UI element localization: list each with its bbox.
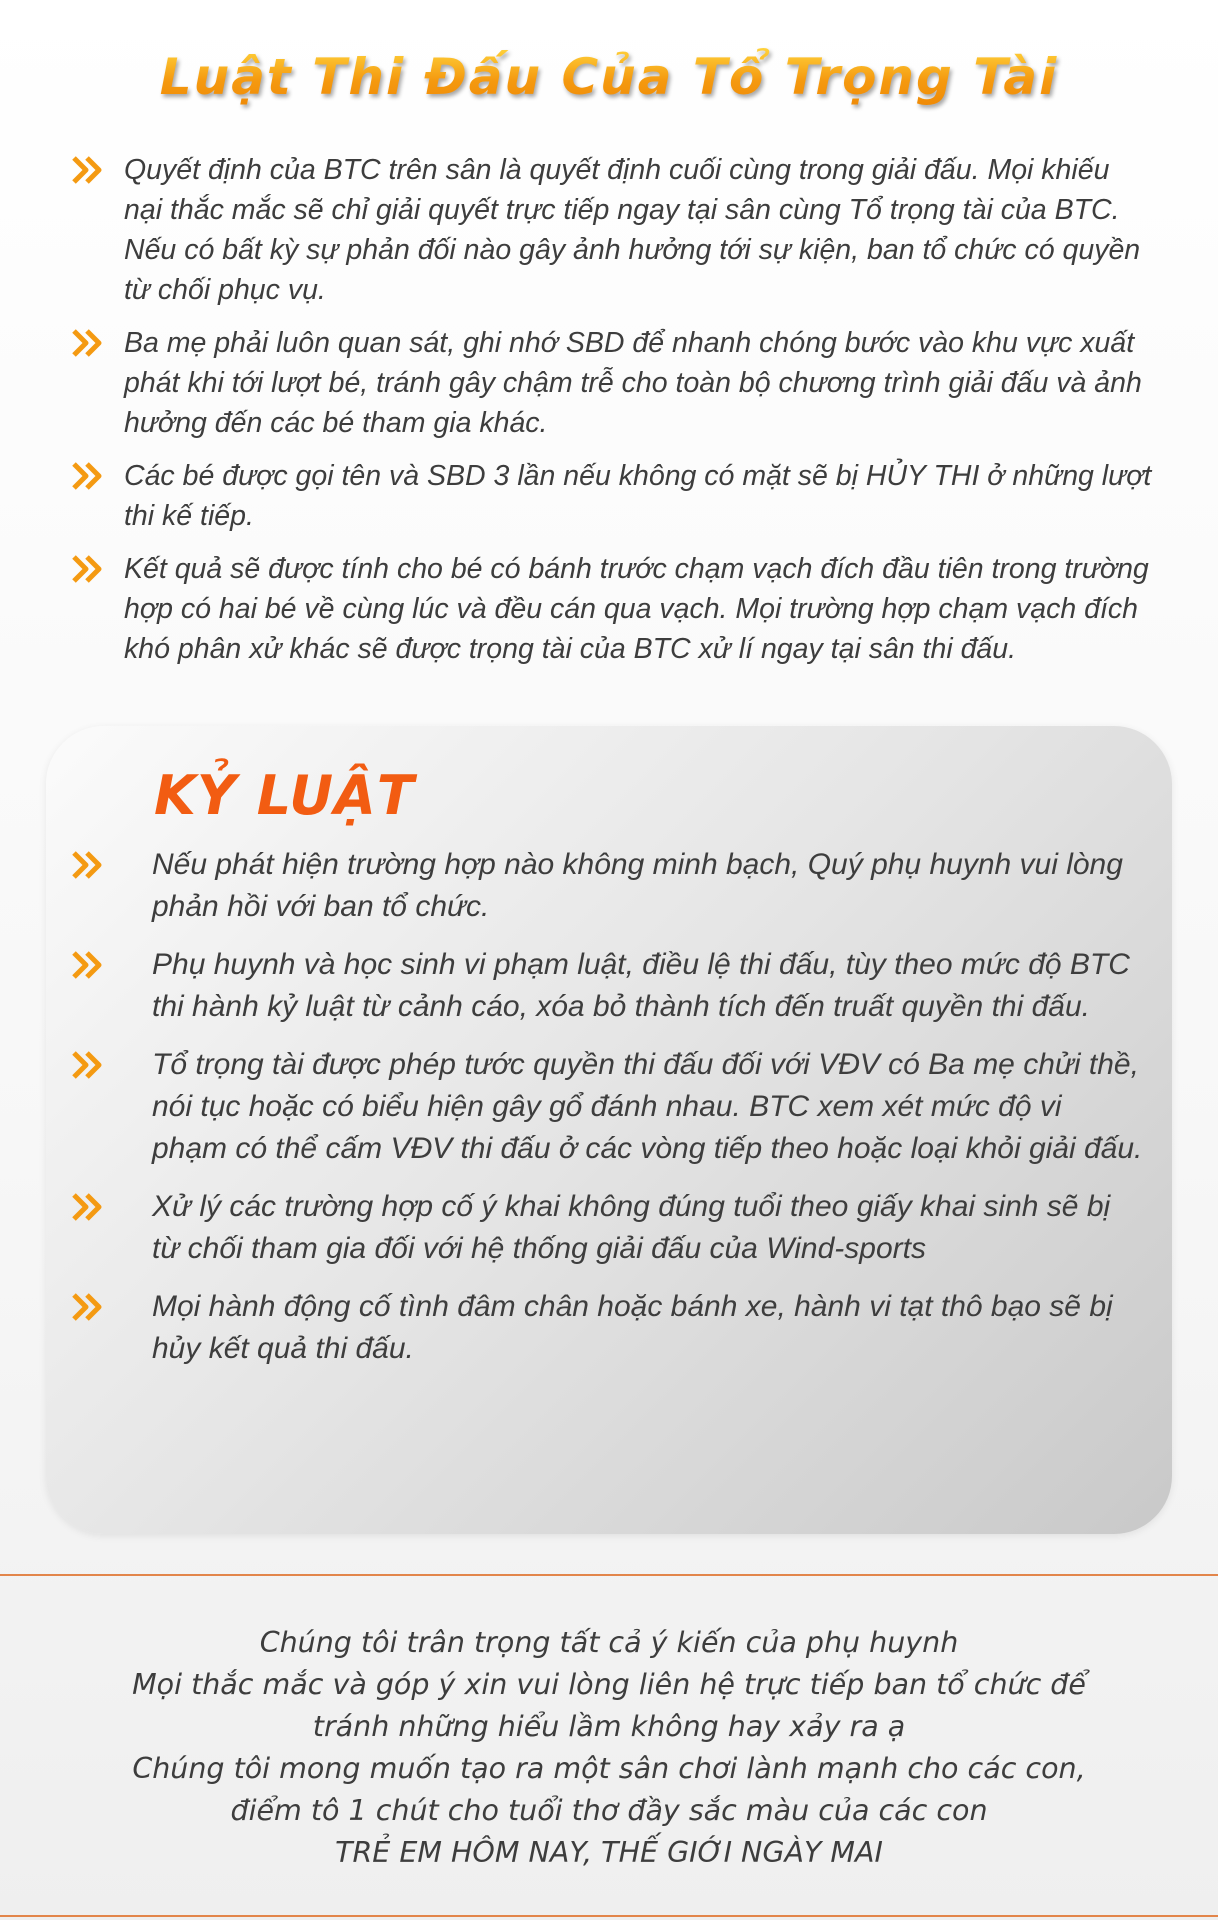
- footer-line: Chúng tôi trân trọng tất cả ý kiến của phụ huynh: [259, 1626, 959, 1659]
- footer-line: điểm tô 1 chút cho tuổi thơ đầy sắc màu của các con: [230, 1794, 988, 1827]
- discipline-text: Nếu phát hiện trường hợp nào không minh bạch, Quý phụ huynh vui lòng phản hồi với ban tổ chức.: [152, 848, 1123, 923]
- referee-rules-list: [72, 150, 1152, 682]
- double-chevron-right-icon: [72, 1193, 106, 1221]
- rule-item: [72, 549, 1152, 669]
- discipline-text: Xử lý các trường hợp cố ý khai không đúng tuổi theo giấy khai sinh sẽ bị từ chối tham gia đối với hệ thống giải đấu của Wind-sports: [152, 1190, 1111, 1265]
- double-chevron-right-icon: [72, 951, 106, 979]
- footer-line: Chúng tôi mong muốn tạo ra một sân chơi lành mạnh cho các con,: [132, 1752, 1086, 1785]
- footer-message: [60, 1622, 1158, 1874]
- discipline-list: [72, 844, 1144, 1386]
- discipline-item: [72, 844, 1144, 928]
- discipline-title: KỶ LUẬT: [154, 764, 415, 827]
- discipline-text: Mọi hành động cố tình đâm chân hoặc bánh xe, hành vi tạt thô bạo sẽ bị hủy kết quả thi đấu.: [152, 1290, 1113, 1365]
- discipline-item: [72, 944, 1144, 1028]
- footer-line: tránh những hiểu lầm không hay xảy ra ạ: [312, 1710, 906, 1743]
- double-chevron-right-icon: [72, 1051, 106, 1079]
- double-chevron-right-icon: [72, 1293, 106, 1321]
- rule-item: [72, 323, 1152, 443]
- top-divider: [0, 1574, 1218, 1576]
- rule-text: Ba mẹ phải luôn quan sát, ghi nhớ SBD để nhanh chóng bước vào khu vực xuất phát khi tới lượt bé, tránh gây chậm trễ cho toàn bộ chương trình giải đấu và ảnh hưởng đến các bé tham gia khác.: [124, 327, 1142, 439]
- rule-text: Quyết định của BTC trên sân là quyết định cuối cùng trong giải đấu. Mọi khiếu nại thắc mắc sẽ chỉ giải quyết trực tiếp ngay tại sân cùng Tổ trọng tài của BTC. Nếu có bất kỳ sự phản đối nào gây ảnh hưởng tới sự kiện, ban tổ chức có quyền từ chối phục vụ.: [124, 154, 1141, 306]
- page-title: Luật Thi Đấu Của Tổ Trọng Tài: [0, 48, 1218, 106]
- double-chevron-right-icon: [72, 156, 106, 184]
- discipline-panel: [46, 726, 1172, 1534]
- double-chevron-right-icon: [72, 555, 106, 583]
- discipline-text: Tổ trọng tài được phép tước quyền thi đấu đối với VĐV có Ba mẹ chửi thề, nói tục hoặc có biểu hiện gây gổ đánh nhau. BTC xem xét mức độ vi phạm có thể cấm VĐV thi đấu ở các vòng tiếp theo hoặc loại khỏi giải đấu.: [152, 1048, 1143, 1165]
- double-chevron-right-icon: [72, 851, 106, 879]
- rule-item: [72, 456, 1152, 536]
- rule-text: Các bé được gọi tên và SBD 3 lần nếu không có mặt sẽ bị HỦY THI ở những lượt thi kế tiếp.: [124, 460, 1152, 532]
- discipline-text: Phụ huynh và học sinh vi phạm luật, điều lệ thi đấu, tùy theo mức độ BTC thi hành kỷ luật từ cảnh cáo, xóa bỏ thành tích đến truất quyền thi đấu.: [152, 948, 1130, 1023]
- footer-slogan: TRẺ EM HÔM NAY, THẾ GIỚI NGÀY MAI: [335, 1836, 883, 1869]
- discipline-item: [72, 1286, 1144, 1370]
- footer-line: Mọi thắc mắc và góp ý xin vui lòng liên hệ trực tiếp ban tổ chức để: [132, 1668, 1086, 1701]
- rule-text: Kết quả sẽ được tính cho bé có bánh trước chạm vạch đích đầu tiên trong trường hợp có hai bé về cùng lúc và đều cán qua vạch. Mọi trường hợp chạm vạch đích khó phân xử khác sẽ được trọng tài của BTC xử lí ngay tại sân thi đấu.: [124, 553, 1149, 665]
- double-chevron-right-icon: [72, 329, 106, 357]
- discipline-item: [72, 1186, 1144, 1270]
- rule-item: [72, 150, 1152, 310]
- discipline-item: [72, 1044, 1144, 1170]
- double-chevron-right-icon: [72, 462, 106, 490]
- bottom-divider: [0, 1915, 1218, 1917]
